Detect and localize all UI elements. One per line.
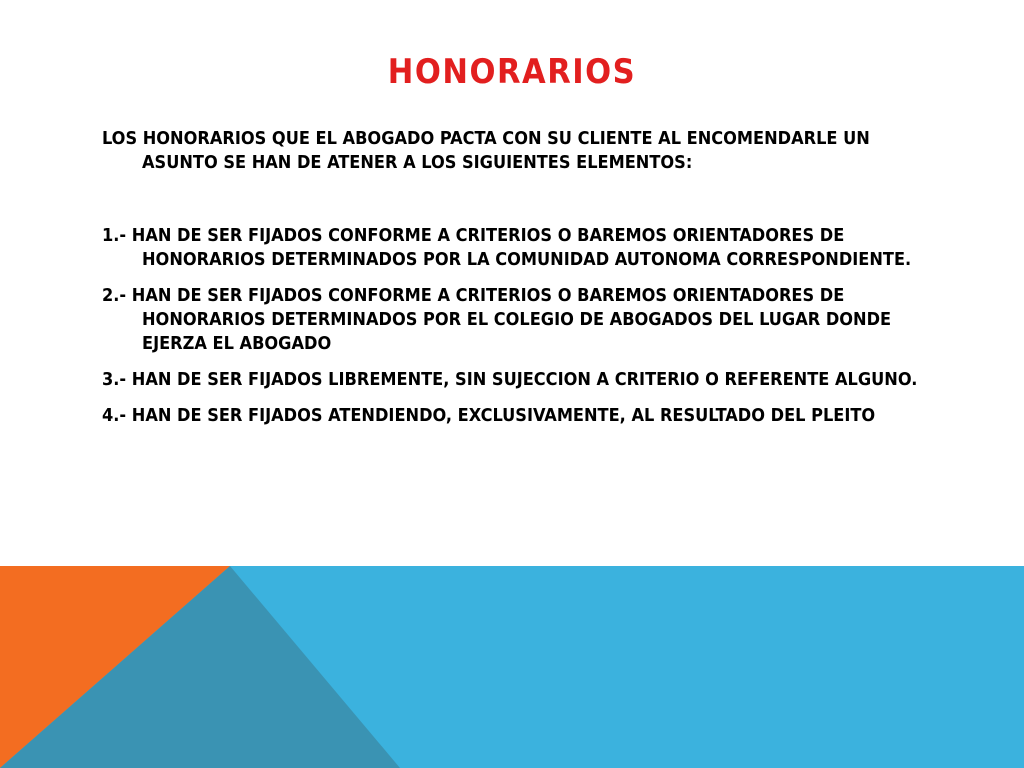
intro-paragraph: LOS HONORARIOS QUE EL ABOGADO PACTA CON SU CLIENTE AL ENCOMENDARLE UN ASUNTO SE HAN DE ATENER A LOS SIGUIENTES ELEMENTOS: <box>102 128 870 173</box>
slide-body <box>102 127 932 440</box>
list-item: 3.- HAN DE SER FIJADOS LIBREMENTE, SIN SUJECCION A CRITERIO O REFERENTE ALGUNO. <box>102 369 918 390</box>
slide-title: HONORARIOS <box>387 52 637 92</box>
list-item: 2.- HAN DE SER FIJADOS CONFORME A CRITERIOS O BAREMOS ORIENTADORES DE HONORARIOS DETERMINADOS POR EL COLEGIO DE ABOGADOS DEL LUGAR DONDE EJERZA EL ABOGADO <box>102 285 892 354</box>
list-item: 1.- HAN DE SER FIJADOS CONFORME A CRITERIOS O BAREMOS ORIENTADORES DE HONORARIOS DETERMINADOS POR LA COMUNIDAD AUTONOMA CORRESPONDIENTE. <box>102 225 912 270</box>
decorative-footer-band <box>0 566 1024 768</box>
list-item: 4.- HAN DE SER FIJADOS ATENDIENDO, EXCLUSIVAMENTE, AL RESULTADO DEL PLEITO <box>102 405 876 426</box>
